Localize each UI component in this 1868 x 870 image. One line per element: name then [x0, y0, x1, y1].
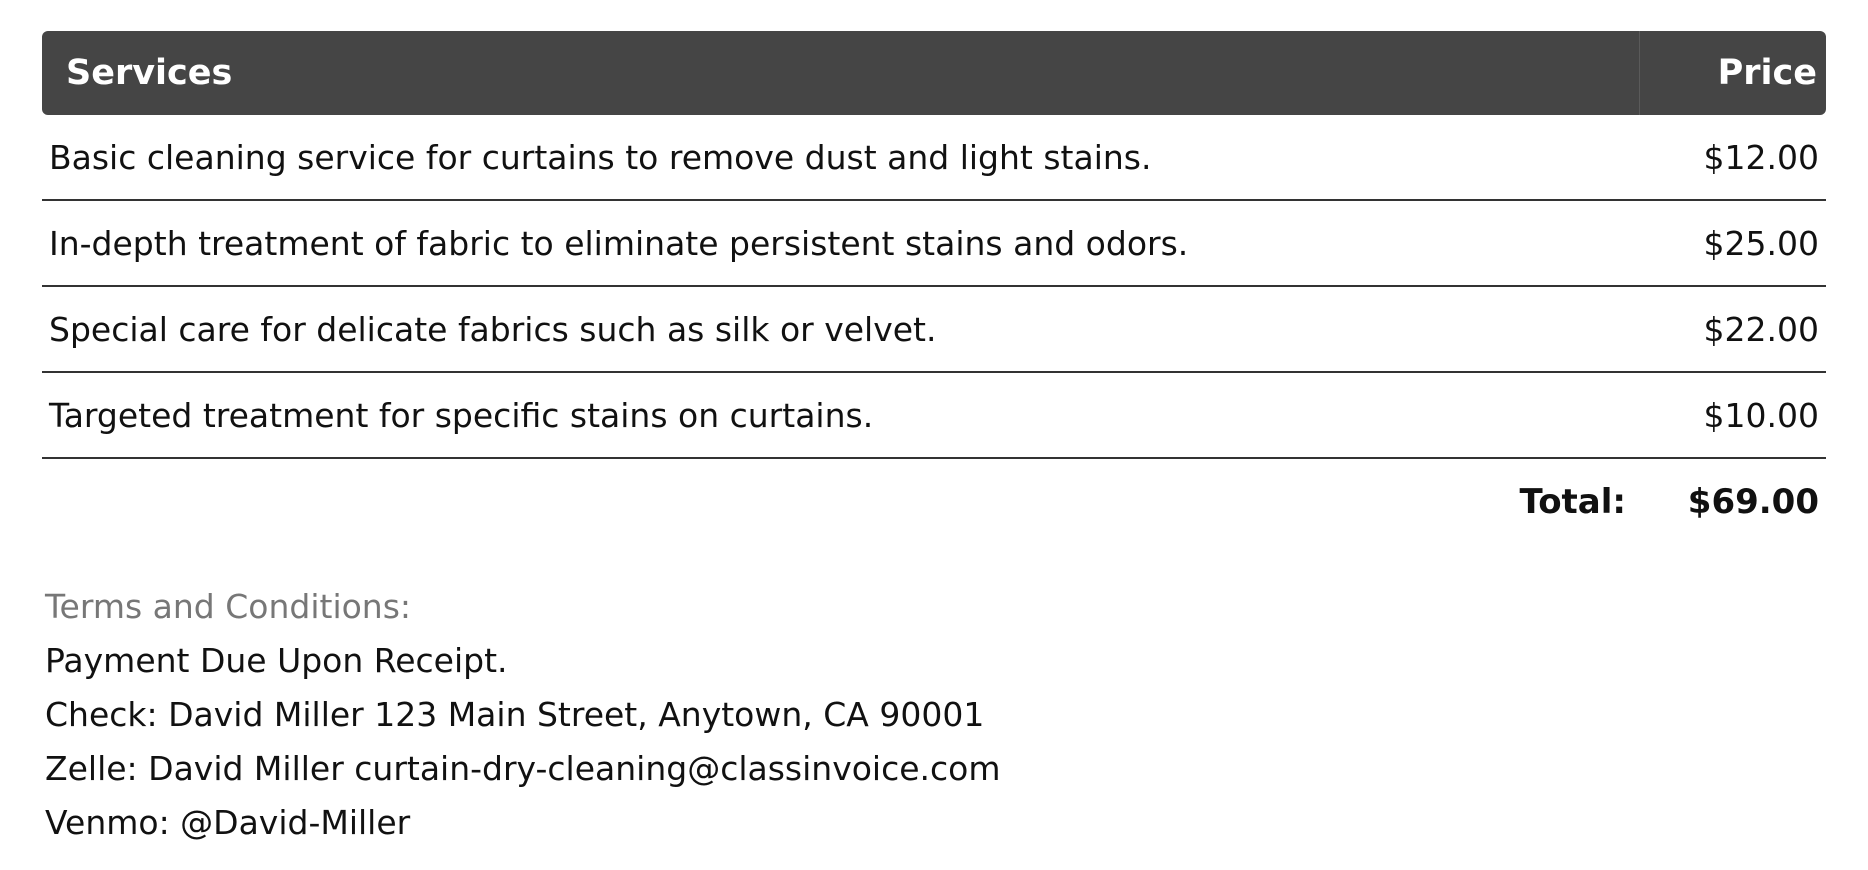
service-price: $25.00 [1703, 223, 1819, 263]
service-description: Basic cleaning service for curtains to remove dust and light stains. [49, 137, 1152, 177]
zelle-payment-text: Zelle: David Miller curtain-dry-cleaning@classinvoice.com [45, 749, 1001, 788]
terms-heading: Terms and Conditions: [45, 587, 412, 626]
total-value: $69.00 [1687, 482, 1819, 522]
table-row [42, 287, 1826, 373]
service-price: $12.00 [1703, 137, 1819, 177]
service-description: In-depth treatment of fabric to eliminate persistent stains and odors. [49, 223, 1189, 263]
terms-section [45, 580, 1001, 850]
table-row [42, 373, 1826, 459]
table-row [42, 201, 1826, 287]
total-row [42, 459, 1826, 545]
service-price: $10.00 [1703, 395, 1819, 435]
services-table [42, 31, 1826, 545]
venmo-payment-text: Venmo: @David-Miller [45, 803, 411, 842]
services-column-header: Services [42, 31, 1640, 115]
total-label: Total: [1519, 482, 1626, 522]
price-column-header: Price [1717, 53, 1817, 93]
service-price: $22.00 [1703, 309, 1819, 349]
service-description: Special care for delicate fabrics such as silk or velvet. [49, 309, 937, 349]
service-description: Targeted treatment for specific stains on curtains. [49, 395, 874, 435]
table-row [42, 115, 1826, 201]
table-header [42, 31, 1826, 115]
payment-due-text: Payment Due Upon Receipt. [45, 641, 508, 680]
check-payment-text: Check: David Miller 123 Main Street, Anytown, CA 90001 [45, 695, 985, 734]
